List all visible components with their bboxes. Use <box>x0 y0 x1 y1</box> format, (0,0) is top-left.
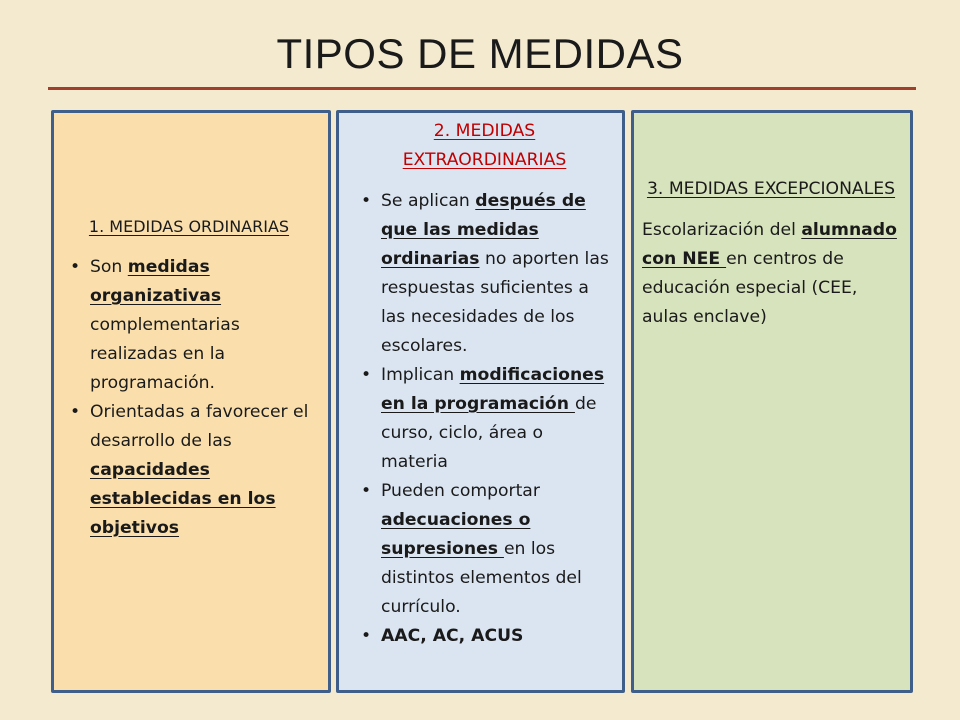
list-item <box>371 622 614 651</box>
emphasis: alumnado con NEE <box>642 220 897 269</box>
emphasis: medidas organizativas <box>90 257 222 306</box>
list-item <box>371 477 614 622</box>
emphasis: modificaciones en la programación <box>381 365 605 414</box>
emphasis: adecuaciones o supresiones <box>381 510 531 559</box>
text: Escolarización del <box>642 220 802 240</box>
ordinary-measures-panel <box>51 110 331 693</box>
list-item <box>80 398 314 543</box>
exceptional-measures-text <box>642 216 900 332</box>
ordinary-measures-list <box>64 253 314 543</box>
emphasis: AAC, AC, ACUS <box>381 626 524 646</box>
text: complementarias realizadas en la programación. <box>90 315 240 393</box>
slide-title: TIPOS DE MEDIDAS <box>276 30 684 77</box>
emphasis: después de que las medidas ordinarias <box>381 191 586 269</box>
extraordinary-measures-heading: 2. MEDIDAS EXTRAORDINARIAS <box>402 121 567 170</box>
text: Son <box>90 257 128 277</box>
title-divider <box>48 87 916 90</box>
text: Implican <box>381 365 460 385</box>
text: no aporten las respuestas suficientes a las necesidades de los escolares. <box>381 249 609 356</box>
text: Se aplican <box>381 191 476 211</box>
extraordinary-measures-panel <box>336 110 625 693</box>
text: Pueden comportar <box>381 481 540 501</box>
text: en los distintos elementos del currículo. <box>381 539 582 617</box>
ordinary-measures-heading: 1. MEDIDAS ORDINARIAS <box>88 217 290 236</box>
extraordinary-measures-list <box>355 187 614 651</box>
emphasis: capacidades establecidas en los objetivos <box>90 460 276 538</box>
list-item <box>371 187 614 361</box>
exceptional-measures-panel <box>631 110 913 693</box>
text: de curso, ciclo, área o materia <box>381 394 597 472</box>
text: Orientadas a favorecer el desarrollo de las <box>90 402 309 451</box>
list-item <box>371 361 614 477</box>
exceptional-measures-heading: 3. MEDIDAS EXCEPCIONALES <box>646 179 896 199</box>
list-item <box>80 253 314 398</box>
text: en centros de educación especial (CEE, aulas enclave) <box>642 249 858 327</box>
